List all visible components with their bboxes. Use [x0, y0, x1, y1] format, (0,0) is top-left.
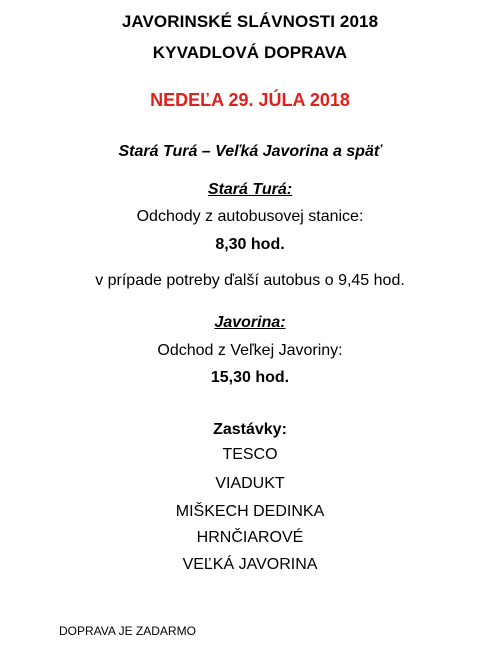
stop-item: TESCO — [222, 446, 278, 463]
event-date: NEDEĽA 29. JÚLA 2018 — [150, 90, 350, 110]
extra-bus-note: v prípade potreby ďalší autobus o 9,45 hod. — [95, 272, 405, 289]
javorina-departure-time: 15,30 hod. — [210, 369, 290, 386]
stop-item: VIADUKT — [215, 475, 285, 492]
javorina-departure-label: Odchod z Veľkej Javoriny: — [157, 342, 343, 359]
javorina-heading: Javorina: — [214, 314, 286, 331]
stop-item: VEĽKÁ JAVORINA — [182, 556, 318, 573]
route-title: Stará Turá – Veľká Javorina a späť — [118, 143, 382, 160]
stara-tura-departure-label: Odchody z autobusovej stanice: — [136, 208, 364, 225]
event-title-line2: KYVADLOVÁ DOPRAVA — [152, 43, 348, 62]
stop-item: HRNČIAROVÉ — [196, 529, 304, 546]
stops-heading: Zastávky: — [213, 421, 287, 438]
event-title-line1: JAVORINSKÉ SLÁVNOSTI 2018 — [121, 12, 379, 31]
free-transport-note: DOPRAVA JE ZADARMO — [59, 624, 196, 638]
stop-item: MIŠKECH DEDINKA — [175, 503, 325, 520]
stara-tura-heading: Stará Turá: — [207, 181, 293, 198]
stara-tura-departure-time: 8,30 hod. — [215, 236, 285, 253]
